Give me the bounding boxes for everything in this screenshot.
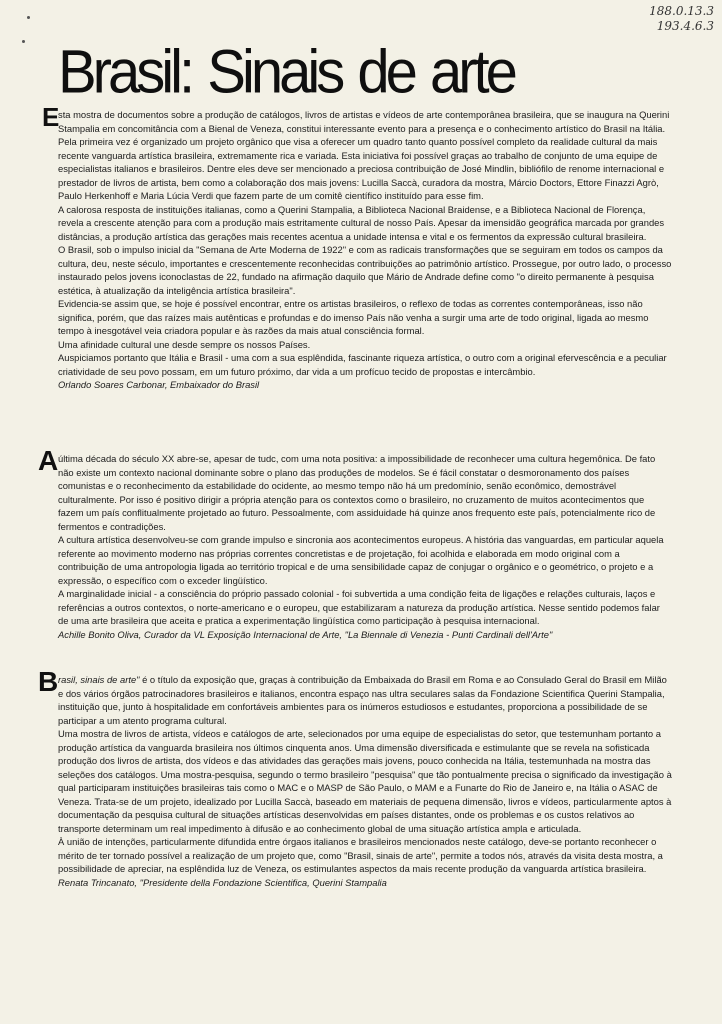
section-ambassador — [58, 108, 672, 392]
paragraph: Pela primeira vez é organizado um projeto orgânico que visa a oferecer um quadro tanto quanto possível completo da realidade cultural da mais recente vanguarda artística brasileira, extremamente rica e variada. Esta iniciativa foi possível graças ao trabalho de conjunto de uma equipe de especialistas italianos e brasileiros. Dentre eles deve ser mencionado a preciosa contribuição de José Mindlin, bibliófilo de renome internacional e prestador de livros de artista, bem como a colaboração dos mais jovens: Lucilla Saccà, curadora da mostra, Márcio Doctors, Ettore Finazzi Agrò, Paulo Herkenhoff e Maria Lúcia Verdi que fazem parte de um comitê científico instituído para esse fim. — [58, 136, 665, 201]
paragraph: A marginalidade inicial - a consciência do próprio passado colonial - foi subvertida a uma condição feita de ligações e relações culturais, laços e referências a outros contextos, o norte-americano e o europeu, que estabilizaram a natureza da produção artística. Nesse sentido podemos falar de uma arte brasileira que aceita e pratica a experimentação lingüística como participação à pesquisa internacional. — [58, 588, 660, 626]
section-curator — [58, 452, 672, 641]
paragraph: A cultura artística desenvolveu-se com grande impulso e sincronia aos acontecimentos europeus. A história das vanguardas, em particular aquela referente ao movimento moderno nas próprias correntes concretistas e de projetação, foi acolhida e elaborada em modo original com a contribuição de uma antropologia ligada ao território tropical e de uma sensibilidade capaz de conjugar o orgânico e o geométrico, o projeto e a expressão, o específico com o exceder lingüístico. — [58, 534, 664, 586]
signature: Renata Trincanato, "Presidente della Fondazione Scientifica, Querini Stampalia — [58, 876, 387, 888]
dropcap-section1: E — [42, 102, 60, 132]
paragraph: Uma mostra de livros de artista, vídeos e catálogos de arte, selecionados por uma equipe de especialistas do setor, que testemunham portanto a produção artística da vanguarda brasileira nos últimos cinquenta anos. Uma dimensão diversificada e estimulante que se revela na sofisticada produção dos livros de artista, dos vídeos e das atividades das gerações mais jovens, pouco conhecida na Itália, testemunhada na mostra das seleções dos catálogos. Uma mostra-pesquisa, segundo o termo brasileiro "pesquisa" que tão pontualmente precisa o significado da investigação à qual participaram instituições brasileiras tais como o MAC e o MASP de São Paulo, o MAM e a Funarte do Rio de Janeiro e, na Itália o ASAC de Veneza. Trata-se de um projeto, idealizado por Lucilla Saccà, baseado em materiais de pequena dimensão, livros e vídeos, particularmente aptos à documentação da pesquisa cultural de situações artísticas desenvolvidas em países distantes, onde os problemas e os custos relativos ao transporte determinam um real impedimento à difusão e ao conhecimento global de uma situação artística ampla e articulada. — [58, 728, 672, 834]
ink-mark — [27, 16, 30, 19]
paragraph: À união de intenções, particularmente difundida entre órgaos italianos e brasileiros mencionados neste catálogo, deve-se portanto reconhecer o mérito de ter tornado possível a realização de um projeto que, como "Brasil, sinais de arte", permite a todos nós, através da visita desta mostra, a possibilidade de apreciar, na esplêndida luz de Veneza, os estimulantes aspectos da mais recente produção da vanguarda artística brasileira. — [58, 836, 663, 874]
page-title: Brasil: Sinais de arte — [58, 38, 514, 107]
dropcap-section2: A — [38, 445, 59, 476]
paragraph: última década do século XX abre-se, apesar de tudc, com uma nota positiva: a impossibilidade de reconhecer uma cultura hegemônica. De fato não existe um contexto nacional dominante sobre o plano das produções de modelos. Se é fácil constatar o desmoronamento dos países comunistas e o reconhecimento da estabilidade do ocidente, ao mesmo tempo não há um predomínio, senão econômico, demostrável culturalmente. Por isso é positivo dirigir a própria atenção para os contextos como o brasileiro, no cruzamento de muitos acontecimentos que fazem um país conflitualmente projetado ao futuro. Pessoalmente, com assiduidade há quinze anos frequento este país, potencialmente rico de fermentos e contradições. — [58, 453, 656, 532]
section-foundation — [58, 673, 672, 889]
signature: Achille Bonito Oliva, Curador da VL Exposição Internacional de Arte, "La Biennale di Venezia - Punti Cardinali dell'Arte" — [58, 628, 553, 640]
ink-mark — [22, 40, 25, 43]
paragraph: Evidencia-se assim que, se hoje é possível encontrar, entre os artistas brasileiros, o reflexo de todas as correntes contemporâneas, isso não significa, porém, que das raízes mais autênticas e profundas e do imenso País não venha a surgir uma arte de todo original, ligada ao mesmo tempo à inesgotável veia criadora popular e às razões da mais atual consciência formal. — [58, 298, 649, 336]
archive-mark-line1: 188.0.13.3 — [649, 4, 714, 18]
paragraph: Auspiciamos portanto que Itália e Brasil - uma com a sua esplêndida, fascinante riqueza artística, o outro com a original efervescência e a peculiar criatividade de seu povo possam, em um futuro próximo, dar vida a um profícuo tecido de propostas e intercâmbio. — [58, 352, 667, 377]
signature: Orlando Soares Carbonar, Embaixador do Brasil — [58, 379, 260, 390]
paragraph: sta mostra de documentos sobre a produção de catálogos, livros de artistas e vídeos de arte contemporânea brasileira, que se inaugura na Querini Stampalia em concomitância com a Bienal de Veneza, constitui interessante evento para a presença e o conhecimento artístico do Brasil na Itália. — [58, 109, 670, 134]
paragraph: Uma afinidade cultural une desde sempre os nossos Países. — [58, 338, 311, 350]
paragraph — [58, 673, 672, 727]
dropcap-section3: B — [38, 666, 59, 697]
archive-marks — [624, 4, 714, 34]
lead-phrase: rasil, sinais de arte" — [58, 674, 140, 685]
paragraph-text: é o título da exposição que, graças à contribuição da Embaixada do Brasil em Roma e ao Consulado Geral do Brasil em Milão e dos vários órgãos patrocinadores brasileiros e italianos, encontra espaço nas ultra seculares salas da Fondazione Scientifica Querini Stampalia, instituição que, junto à hospitalidade em confortáveis ambientes para os inúmeros estudiosos e estudantes, proporciona a possibilidade de se participar a um atento programa cultural. — [58, 674, 667, 726]
paragraph: A calorosa resposta de instituições italianas, como a Querini Stampalia, a Biblioteca Nacional Braidense, e a Biblioteca Nacional de Florença, revela a crescente atenção para com a produção mais estritamente cultural de nosso País. Apesar da imensidão geográfica marcada por grandes distâncias, a produção artística das gerações mais recentes acentua a unidade intensa e vital e os fermentos da expressão cultural brasileira. — [58, 203, 665, 242]
paragraph: O Brasil, sob o impulso inicial da "Semana de Arte Moderna de 1922" e com as radicais transformações que se seguiram em todos os campos da cultura, deu, neste século, importantes e crescentemente reconhecidas contribuições ao patrimônio artístico. Prossegue, por outro lado, o processo instaurado pelos jovens iconoclastas de 22, fundado na afirmação daquilo que Mário de Andrade define como "o direito permanente à pesquisa estética, à atualização da inteligência artística brasileira". — [58, 244, 672, 296]
archive-mark-line2: 193.4.6.3 — [656, 19, 714, 33]
